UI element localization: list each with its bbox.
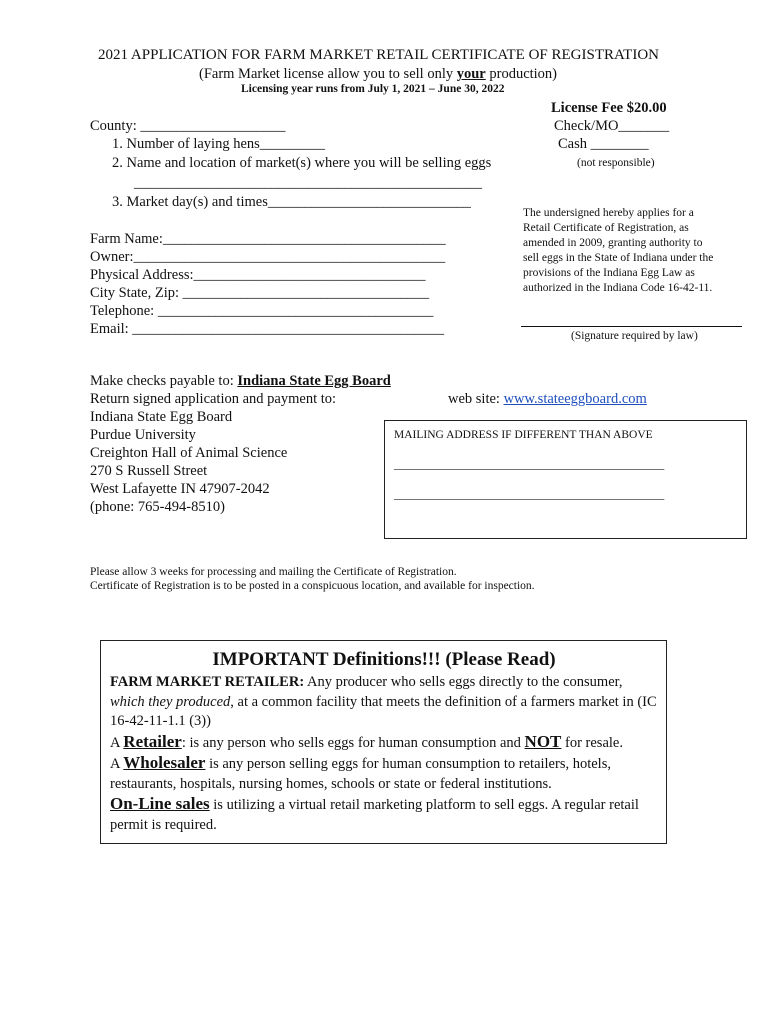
declaration-line: The undersigned hereby applies for a — [523, 207, 694, 219]
signature-line[interactable] — [521, 326, 742, 327]
fmr-term: FARM MARKET RETAILER: — [110, 674, 305, 690]
subtitle-text-end: production) — [485, 66, 558, 82]
owner-field[interactable]: Owner:___________________________________________ — [90, 249, 446, 265]
cash-field[interactable]: Cash ________ — [558, 136, 649, 152]
address-line: Creighton Hall of Animal Science — [90, 445, 288, 461]
wholesaler-article: A — [110, 756, 124, 772]
declaration-line: authorized in the Indiana Code 16-42-11. — [523, 282, 713, 294]
definition-wholesaler — [110, 753, 658, 794]
processing-note: Please allow 3 weeks for processing and mailing the Certificate of Registration. — [90, 566, 457, 578]
website-line — [448, 390, 647, 408]
not-responsible-note: (not responsible) — [577, 157, 655, 169]
definition-online-sales — [110, 794, 658, 835]
mailing-address-title: MAILING ADDRESS IF DIFFERENT THAN ABOVE — [394, 429, 653, 441]
physical-address-field[interactable]: Physical Address:________________________________ — [90, 267, 426, 283]
mailing-address-line-1[interactable]: _______________________________________________ — [394, 459, 665, 471]
mailing-address-line-2[interactable]: _______________________________________________ — [394, 489, 665, 501]
check-mo-field[interactable]: Check/MO_______ — [554, 118, 670, 134]
website-label: web site: — [448, 391, 504, 407]
subtitle-emphasis: your — [456, 66, 486, 82]
address-line: (phone: 765-494-8510) — [90, 499, 225, 515]
definition-farm-market-retailer — [110, 673, 658, 732]
retailer-text: : is any person who sells eggs for human consumption and — [181, 734, 525, 751]
license-fee: License Fee $20.00 — [551, 100, 667, 116]
subtitle-text: (Farm Market license allow you to sell only — [199, 66, 457, 82]
address-line: Purdue University — [90, 427, 196, 443]
telephone-field[interactable]: Telephone: ______________________________________ — [90, 303, 434, 319]
definitions-box — [100, 640, 667, 844]
declaration-line: sell eggs in the State of Indiana under the — [523, 252, 714, 264]
fmr-text: Any producer who sells eggs directly to the consumer, — [304, 674, 623, 690]
declaration-line: Retail Certificate of Registration, as — [523, 222, 689, 234]
retailer-not: NOT — [524, 731, 562, 751]
payable-line — [90, 372, 391, 390]
address-line: 270 S Russell Street — [90, 463, 208, 479]
wholesaler-text: is any person selling eggs for human consumption to retailers, hotels, restaurants, hospitals, nursing homes, schools or state or federal institutions. — [110, 756, 611, 792]
address-line: Indiana State Egg Board — [90, 409, 233, 425]
licensing-year: Licensing year runs from July 1, 2021 – June 30, 2022 — [241, 83, 505, 95]
form-title: 2021 APPLICATION FOR FARM MARKET RETAIL CERTIFICATE OF REGISTRATION — [98, 47, 659, 63]
declaration-line: provisions of the Indiana Egg Law as — [523, 267, 695, 279]
wholesaler-term: Wholesaler — [123, 753, 206, 772]
address-line: West Lafayette IN 47907-2042 — [90, 481, 270, 497]
website-link[interactable]: www.stateeggboard.com — [503, 391, 647, 407]
retailer-article: A — [110, 734, 124, 751]
fmr-text-2: , at a common facility that meets the definition of a farmers market in (IC 16-42-11-1.1 (3)) — [110, 693, 657, 729]
market-location-field[interactable]: ________________________________________________ — [134, 175, 482, 191]
market-days-field[interactable]: 3. Market day(s) and times____________________________ — [112, 194, 471, 210]
return-label: Return signed application and payment to: — [90, 391, 337, 407]
retailer-term: Retailer — [123, 731, 182, 751]
payable-label: Make checks payable to: — [90, 373, 238, 389]
declaration-line: amended in 2009, granting authority to — [523, 237, 703, 249]
payable-to: Indiana State Egg Board — [237, 373, 391, 389]
market-location-label: 2. Name and location of market(s) where you will be selling eggs — [112, 155, 492, 171]
city-state-zip-field[interactable]: City State, Zip: __________________________________ — [90, 285, 430, 301]
signature-label: (Signature required by law) — [571, 330, 698, 342]
email-field[interactable]: Email: ___________________________________________ — [90, 321, 445, 337]
online-text: is utilizing a virtual retail marketing platform to sell eggs. A regular retail permit is required. — [110, 797, 639, 833]
mailing-address-box — [384, 420, 747, 539]
form-subtitle — [199, 66, 557, 83]
definitions-title: IMPORTANT Definitions!!! (Please Read) — [212, 649, 556, 670]
farm-name-field[interactable]: Farm Name:_______________________________________ — [90, 231, 446, 247]
laying-hens-field[interactable]: 1. Number of laying hens_________ — [112, 136, 326, 152]
county-field[interactable]: County: ____________________ — [90, 118, 286, 134]
online-term: On-Line sales — [110, 794, 210, 813]
retailer-text-2: for resale. — [561, 734, 623, 751]
posting-note: Certificate of Registration is to be posted in a conspicuous location, and available for inspection. — [90, 580, 535, 592]
definition-retailer — [110, 732, 658, 754]
fmr-italic: which they produced — [110, 693, 231, 710]
